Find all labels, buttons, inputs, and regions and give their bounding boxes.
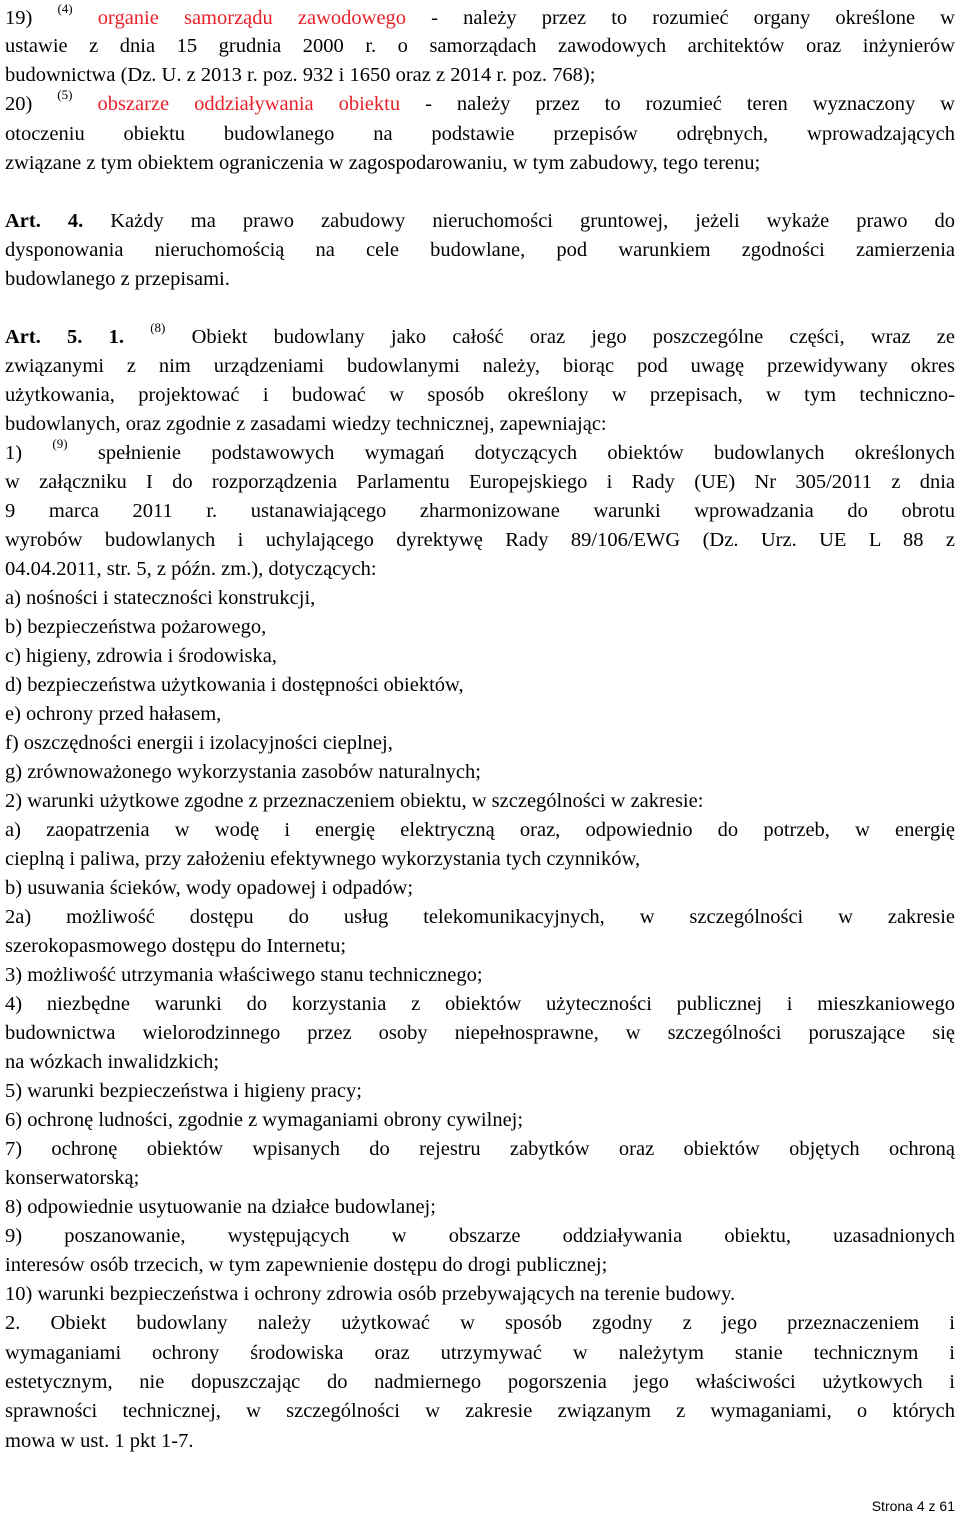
paragraph-2-line-3: estetycznym, nie dopuszczając do nadmiernego pogorszenia jego właściwości użytkowych i bbox=[5, 1371, 955, 1393]
item-2-letter-a-line-2: cieplną i paliwa, przy założeniu efektywnego wykorzystania tych czynników, bbox=[5, 848, 641, 870]
item-4-line-2: budownictwa wielorodzinnego przez osoby niepełnosprawne, w szczególności poruszające się bbox=[5, 1022, 955, 1044]
item-7-line-2: konserwatorską; bbox=[5, 1167, 140, 1189]
definition-20-line-3: związane z tym obiektem ograniczenia w zagospodarowaniu, w tym zabudowy, tego terenu; bbox=[5, 152, 761, 174]
item-9-line-2: interesów osób trzecich, w tym zapewnienie dostępu do drogi publicznej; bbox=[5, 1254, 608, 1276]
item-2-letter-b: b) usuwania ścieków, wody opadowej i odpadów; bbox=[5, 877, 414, 899]
item-4-line-3: na wózkach inwalidzkich; bbox=[5, 1051, 220, 1073]
item-1-letter-g: g) zrównoważonego wykorzystania zasobów naturalnych; bbox=[5, 761, 481, 783]
definition-20-line-2: otoczeniu obiektu budowlanego na podstawie przepisów odrębnych, wprowadzających bbox=[5, 123, 955, 145]
page-number: Strona 4 z 61 bbox=[871, 1498, 955, 1514]
item-7-line-1: 7) ochronę obiektów wpisanych do rejestru zabytków oraz obiektów objętych ochroną bbox=[5, 1138, 955, 1160]
definition-19-line-2: ustawie z dnia 15 grudnia 2000 r. o samorządach zawodowych architektów oraz inżynierów bbox=[5, 35, 955, 57]
footnote-ref: (5) bbox=[57, 87, 73, 102]
paragraph-2-line-1: 2. Obiekt budowlany należy użytkować w sposób zgodny z jego przeznaczeniem i bbox=[5, 1312, 955, 1334]
footnote-ref: (9) bbox=[52, 436, 68, 451]
item-2-line-1: 2) warunki użytkowe zgodne z przeznaczeniem obiektu, w szczególności w zakresie: bbox=[5, 790, 704, 812]
paragraph-2-line-2: wymaganiami ochrony środowiska oraz utrzymywać w należytym stanie technicznym i bbox=[5, 1342, 955, 1364]
paragraph-2-line-5: mowa w ust. 1 pkt 1-7. bbox=[5, 1430, 194, 1452]
definition-20-line-1: 20) $^{(5)}$ obszarze oddziaływania obiektu - należy przez to rozumieć teren wyznaczony w bbox=[5, 87, 955, 115]
item-1-line-4: wyrobów budowlanych i uchylającego dyrektywę Rady 89/106/EWG (Dz. Urz. UE L 88 z bbox=[5, 529, 955, 551]
art-4-line-2: dysponowania nieruchomością na cele budowlane, pod warunkiem zgodności zamierzenia bbox=[5, 239, 955, 261]
article-label: Art. 5. 1. bbox=[5, 326, 125, 348]
item-3: 3) możliwość utrzymania właściwego stanu technicznego; bbox=[5, 964, 483, 986]
paragraph-2-line-4: sprawności technicznej, w szczególności w zakresie związanym z wymaganiami, o których bbox=[5, 1400, 955, 1422]
item-2a-line-1: 2a) możliwość dostępu do usług telekomunikacyjnych, w szczególności w zakresie bbox=[5, 906, 955, 928]
item-1-letter-e: e) ochrony przed hałasem, bbox=[5, 703, 222, 725]
item-1-letter-b: b) bezpieczeństwa pożarowego, bbox=[5, 616, 267, 638]
art-5-line-1: Art. 5. 1. $^{(8)}$ Obiekt budowlany jako całość oraz jego poszczególne części, wraz ze bbox=[5, 320, 956, 348]
footnote-ref: (4) bbox=[57, 1, 73, 16]
item-1-line-1: 1) $^{(9)}$ spełnienie podstawowych wymagań dotyczących obiektów budowlanych określonych bbox=[5, 436, 956, 464]
footnote-ref: (8) bbox=[150, 320, 166, 335]
item-10: 10) warunki bezpieczeństwa i ochrony zdrowia osób przebywających na terenie budowy. bbox=[5, 1283, 736, 1305]
art-4-line-1: Art. 4. Każdy ma prawo zabudowy nieruchomości gruntowej, jeżeli wykaże prawo do bbox=[5, 210, 955, 232]
art-5-line-3: użytkowania, projektować i budować w sposób określony w przepisach, w tym techniczno- bbox=[5, 384, 955, 406]
item-8: 8) odpowiednie usytuowanie na działce budowlanej; bbox=[5, 1196, 436, 1218]
art-5-line-2: związanymi z nim urządzeniami budowlanymi należy, biorąc pod uwagę przewidywany okres bbox=[5, 355, 955, 377]
item-1-line-2: w załączniku I do rozporządzenia Parlamentu Europejskiego i Rady (UE) Nr 305/2011 z dnia bbox=[5, 471, 955, 493]
item-1-letter-d: d) bezpieczeństwa użytkowania i dostępności obiektów, bbox=[5, 674, 464, 696]
definition-19-line-3: budownictwa (Dz. U. z 2013 r. poz. 932 i 1650 oraz z 2014 r. poz. 768); bbox=[5, 64, 596, 86]
item-1-letter-a: a) nośności i stateczności konstrukcji, bbox=[5, 587, 316, 609]
item-9-line-1: 9) poszanowanie, występujących w obszarze oddziaływania obiektu, uzasadnionych bbox=[5, 1225, 955, 1247]
article-label: Art. 4. bbox=[5, 210, 84, 232]
defined-term: organie samorządu zawodowego bbox=[97, 7, 407, 29]
item-6: 6) ochronę ludności, zgodnie z wymaganiami obrony cywilnej; bbox=[5, 1109, 524, 1131]
item-2-letter-a-line-1: a) zaopatrzenia w wodę i energię elektryczną oraz, odpowiednio do potrzeb, w energię bbox=[5, 819, 955, 841]
item-1-line-3: 9 marca 2011 r. ustanawiającego zharmonizowane warunki wprowadzania do obrotu bbox=[5, 500, 955, 522]
art-4-line-3: budowlanego z przepisami. bbox=[5, 268, 230, 290]
item-4-line-1: 4) niezbędne warunki do korzystania z obiektów użyteczności publicznej i mieszkaniowego bbox=[5, 993, 955, 1015]
definition-19-line-1: 19) $^{(4)}$ organie samorządu zawodowego - należy przez to rozumieć organy określone w bbox=[5, 1, 955, 29]
defined-term: obszarze oddziaływania obiektu bbox=[97, 93, 401, 115]
item-5: 5) warunki bezpieczeństwa i higieny pracy; bbox=[5, 1080, 362, 1102]
item-1-letter-c: c) higieny, zdrowia i środowiska, bbox=[5, 645, 277, 667]
item-1-letter-f: f) oszczędności energii i izolacyjności cieplnej, bbox=[5, 732, 393, 754]
item-2a-line-2: szerokopasmowego dostępu do Internetu; bbox=[5, 935, 347, 957]
art-5-line-4: budowlanych, oraz zgodnie z zasadami wiedzy technicznej, zapewniając: bbox=[5, 413, 607, 435]
item-1-line-5: 04.04.2011, str. 5, z późn. zm.), dotyczących: bbox=[5, 558, 377, 580]
